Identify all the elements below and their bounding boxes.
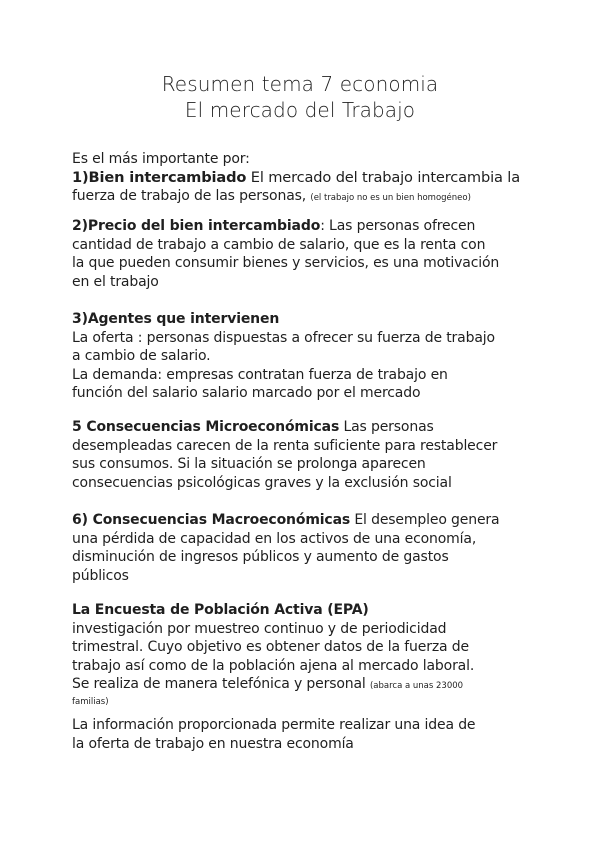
section-1-text-2: fuerza de trabajo de las personas, bbox=[72, 188, 311, 204]
section-5-line-2: una pérdida de capacidad en los activos de una economía, bbox=[72, 530, 477, 547]
section-6-text-4: Se realiza de manera telefónica y personal bbox=[72, 676, 370, 692]
section-4-line-3: sus consumos. Si la situación se prolonga aparecen bbox=[72, 456, 426, 472]
section-7-line-2: la oferta de trabajo en nuestra economía bbox=[72, 735, 354, 752]
section-7-line-1: La información proporcionada permite realizar una idea de bbox=[72, 717, 476, 733]
section-6-note: (abarca a unas 23000 bbox=[369, 681, 464, 691]
section-2-line-4: en el trabajo bbox=[72, 273, 159, 290]
section-5-line-3: disminución de ingresos públicos y aumento de gastos bbox=[72, 549, 449, 565]
section-2-line-1 bbox=[72, 217, 542, 236]
section-6-line-3: trabajo así como de la población ajena al mercado laboral. bbox=[72, 657, 475, 674]
section-4-line-2: desempleadas carecen de la renta suficiente para restablecer bbox=[72, 437, 498, 454]
section-4-text: Las personas bbox=[339, 419, 434, 435]
section-5-text: El desempleo genera bbox=[350, 512, 500, 528]
section-7 bbox=[72, 716, 542, 753]
section-1-line-2 bbox=[72, 187, 542, 208]
section-4-heading: 5 Consecuencias Microeconómicas bbox=[72, 419, 340, 435]
section-1-note: (el trabajo no es un bien homogéneo) bbox=[310, 193, 471, 203]
section-1-text: El mercado del trabajo intercambia la bbox=[246, 168, 520, 186]
section-5-line-1 bbox=[72, 511, 542, 530]
section-3-line-3: La demanda: empresas contratan fuerza de trabajo en bbox=[72, 366, 448, 383]
section-2-text: : Las personas ofrecen bbox=[320, 218, 476, 234]
section-6-line-4 bbox=[72, 675, 542, 696]
document-title: Resumen tema 7 economia bbox=[161, 72, 439, 96]
section-1 bbox=[72, 169, 542, 188]
section-3-line-4: función del salario salario marcado por el mercado bbox=[72, 385, 421, 401]
section-3 bbox=[72, 310, 542, 403]
section-2-line-3: la que pueden consumir bienes y servicios, es una motivación bbox=[72, 255, 500, 271]
section-6 bbox=[72, 601, 542, 708]
section-6-line-1: investigación por muestreo continuo y de periodicidad bbox=[72, 620, 447, 637]
section-2-heading: 2)Precio del bien intercambiado bbox=[72, 218, 321, 234]
section-3-line-2: a cambio de salario. bbox=[72, 348, 211, 364]
intro-text: Es el más importante por: bbox=[72, 151, 250, 167]
section-6-heading bbox=[72, 601, 542, 620]
section-6-heading-text: La Encuesta de Población Activa (EPA) bbox=[72, 602, 369, 618]
section-4 bbox=[72, 418, 542, 492]
section-3-heading bbox=[72, 310, 542, 329]
section-3-line-1: La oferta : personas dispuestas a ofrecer su fuerza de trabajo bbox=[72, 329, 495, 346]
section-5-heading: 6) Consecuencias Macroeconómicas bbox=[72, 512, 351, 528]
section-4-line-4: consecuencias psicológicas graves y la exclusión social bbox=[72, 474, 452, 491]
intro-section bbox=[72, 150, 542, 208]
section-1-heading: 1)Bien intercambiado bbox=[72, 168, 247, 186]
section-2-line-2: cantidad de trabajo a cambio de salario, que es la renta con bbox=[72, 236, 486, 253]
section-2 bbox=[72, 217, 542, 291]
section-6-line-2: trimestral. Cuyo objetivo es obtener datos de la fuerza de bbox=[72, 639, 469, 655]
document-subtitle: El mercado del Trabajo bbox=[184, 98, 416, 122]
section-5 bbox=[72, 511, 542, 585]
section-5-line-4: públicos bbox=[72, 567, 129, 584]
section-3-heading-text: 3)Agentes que intervienen bbox=[72, 311, 280, 327]
section-6-note-2: familias) bbox=[72, 696, 109, 707]
section-4-line-1 bbox=[72, 418, 542, 437]
